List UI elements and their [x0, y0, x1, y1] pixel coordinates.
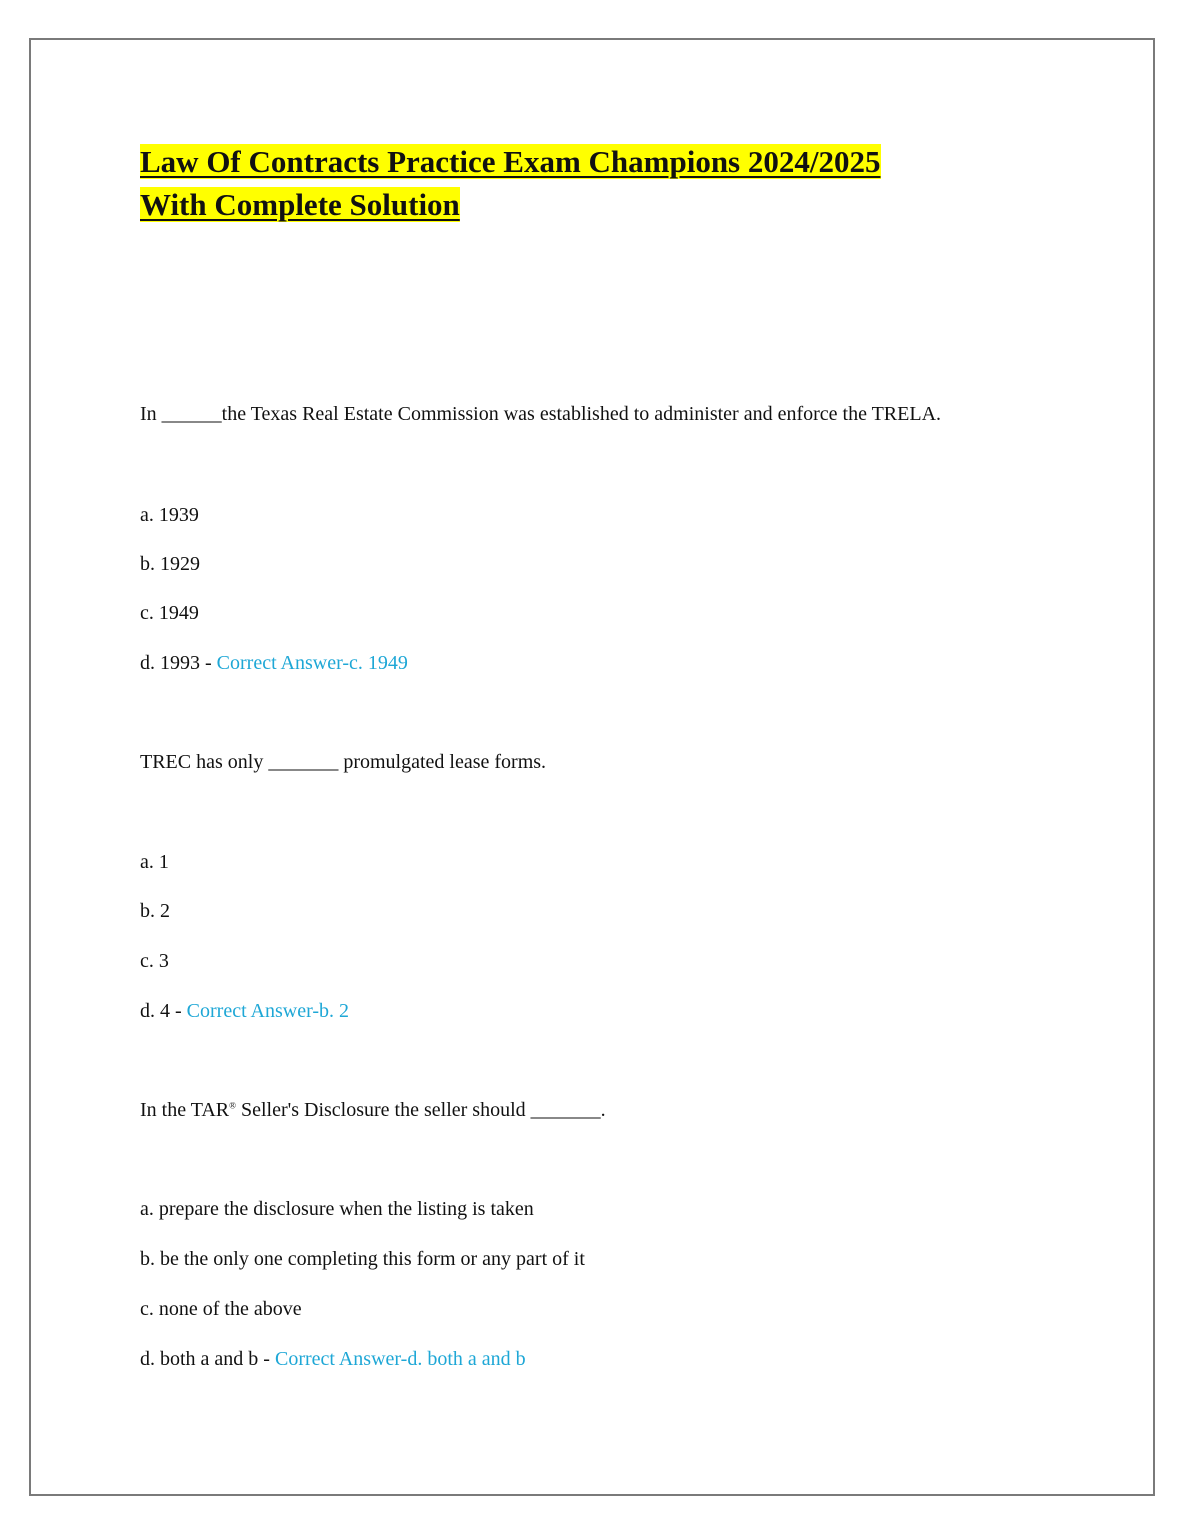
question-2-option-d: d. 4 - — [140, 1000, 187, 1022]
question-3-option-b: b. be the only one completing this form or any part of it — [140, 1248, 585, 1270]
question-1-option-a: a. 1939 — [140, 504, 199, 526]
question-3-correct-answer: Correct Answer-d. both a and b — [274, 1348, 526, 1370]
question-2-option-c: c. 3 — [140, 950, 169, 972]
question-1-correct-answer: Correct Answer-c. 1949 — [216, 652, 408, 674]
question-3-suffix: Seller's Disclosure the seller should _______. — [235, 1099, 606, 1121]
question-2-option-a: a. 1 — [140, 851, 169, 873]
question-2-option-b: b. 2 — [140, 900, 170, 922]
question-1-option-d-row — [140, 650, 408, 676]
question-2-text: TREC has only _______ promulgated lease forms. — [140, 751, 547, 773]
question-1-option-b: b. 1929 — [140, 553, 200, 575]
question-3-option-a: a. prepare the disclosure when the listing is taken — [140, 1198, 534, 1220]
registered-mark: ® — [229, 1100, 236, 1111]
question-3-text — [140, 1097, 606, 1123]
question-1-text: In ______the Texas Real Estate Commission was established to administer and enforce the TRELA. — [140, 403, 942, 425]
question-3-option-c: c. none of the above — [140, 1298, 302, 1320]
question-3-prefix: In the TAR — [140, 1099, 230, 1121]
title-line-1: Law Of Contracts Practice Exam Champions 2024/2025 — [140, 144, 881, 179]
question-3-option-d: d. both a and b - — [140, 1348, 275, 1370]
question-2-correct-answer: Correct Answer-b. 2 — [186, 1000, 350, 1022]
document-title — [140, 140, 1040, 226]
title-line-2: With Complete Solution — [140, 187, 460, 222]
question-1-option-c: c. 1949 — [140, 602, 199, 624]
question-2-option-d-row — [140, 998, 349, 1024]
question-3-option-d-row — [140, 1346, 526, 1372]
question-1-option-d: d. 1993 - — [140, 652, 217, 674]
